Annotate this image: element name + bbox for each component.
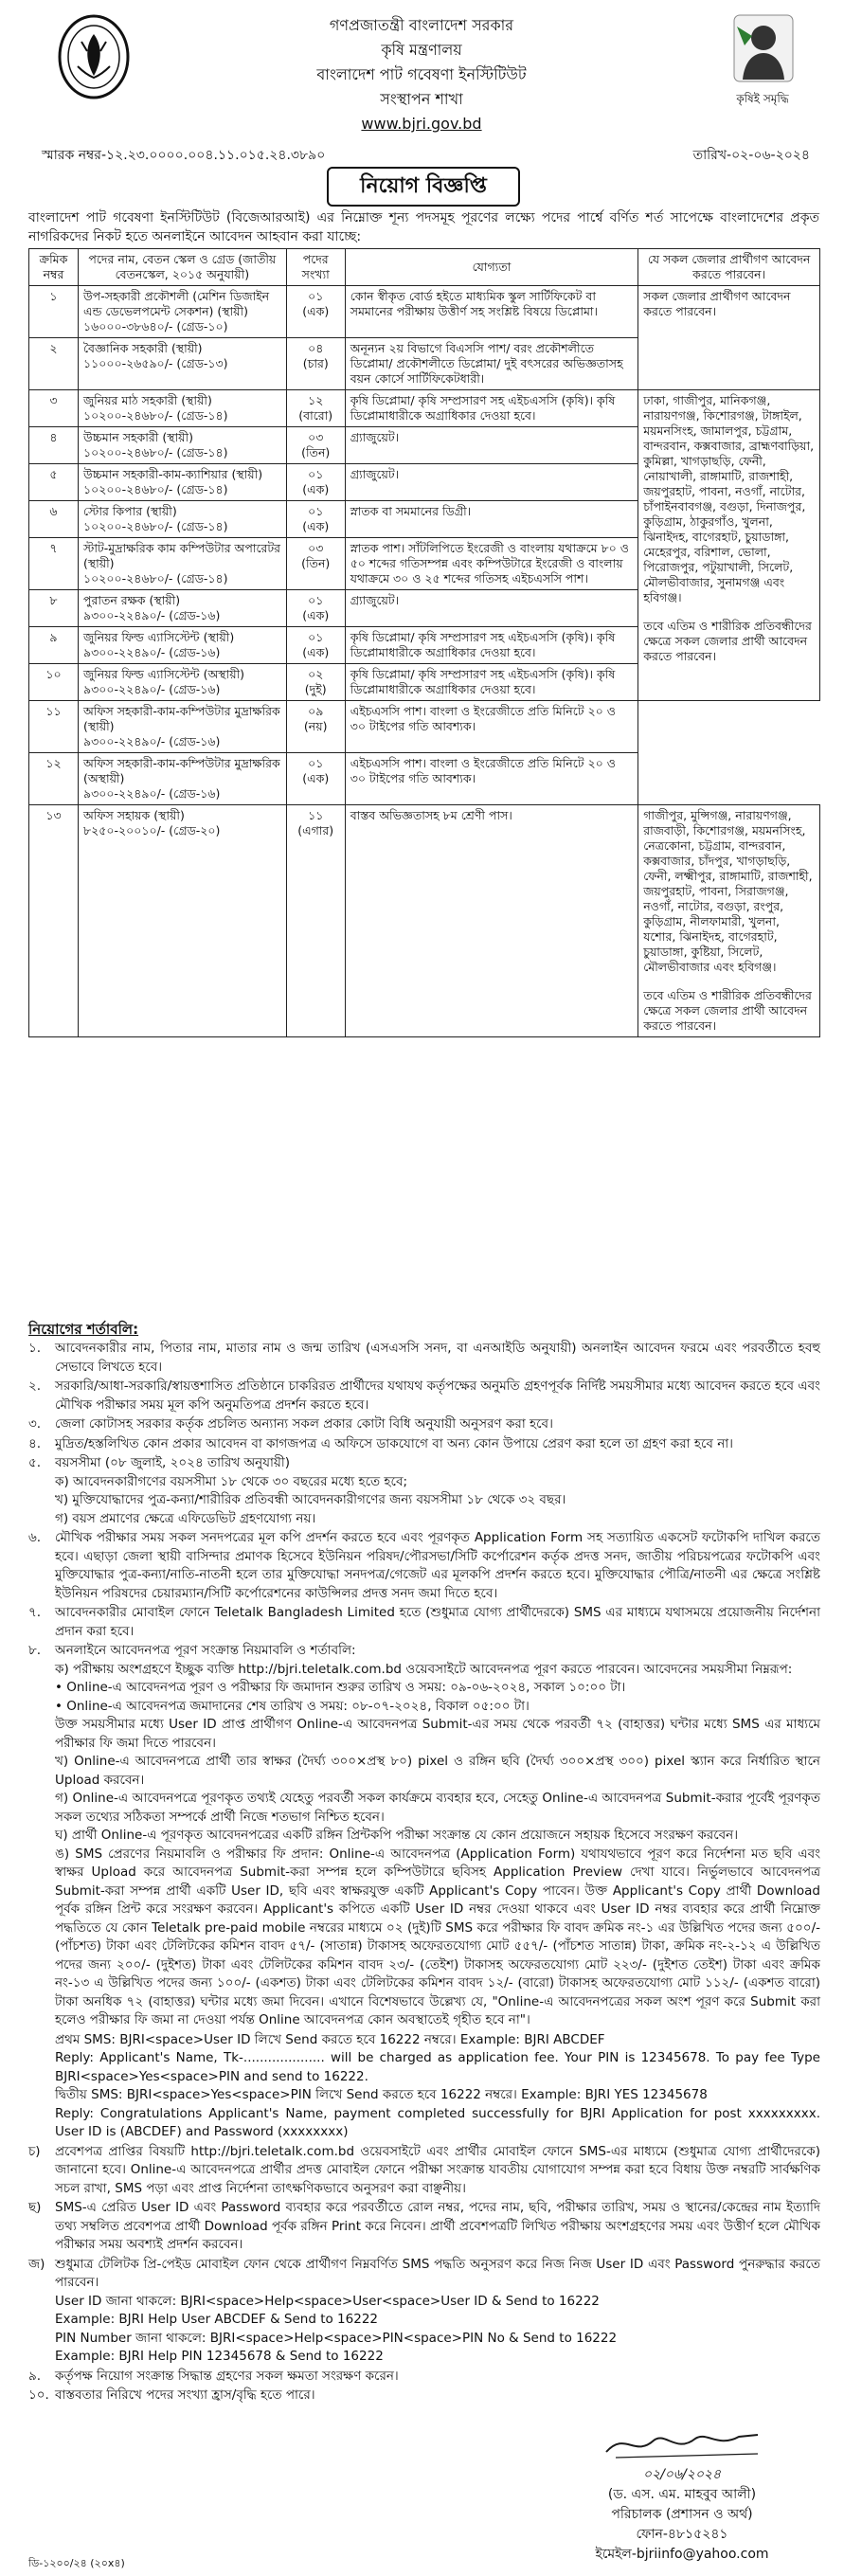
- signatory-email[interactable]: ইমেইল-bjriinfo@yahoo.com: [595, 2547, 769, 2562]
- cell-post: জুনিয়র মাঠ সহকারী (স্থায়ী) ১০২০০-২৪৬৮০/- (গ্রেড-১৪): [78, 390, 286, 427]
- cell-count: ০৩ (তিন): [286, 538, 345, 590]
- col-header-post: পদের নাম, বেতন স্কেল ও গ্রেড (জাতীয় বেতনস্কেল, ২০১৫ অনুযায়ী): [78, 249, 286, 286]
- krishi-caption: কৃষিই সমৃদ্ধি: [736, 92, 789, 105]
- condition-text: শুধুমাত্র টেলিটক প্রি-পেইড মোবাইল ফোন থেকে প্রার্থীগণ নিম্নবর্ণিত SMS পদ্ধতি অনুসরণ করে নিজ নিজ User ID এবং Password পুনরুদ্ধার করতে পারবেন। User ID জানা থাকলে: BJRI<space>Help<space>User<space>User ID & Send to 16222 Example: BJRI Help User ABCDEF & Send to 16222 PIN Number জানা থাকলে: BJRI<space>Help<space>PIN<space>PIN No & Send to 16222 Example: BJRI Help PIN 12345678 & Send to 16222: [55, 2256, 820, 2364]
- cell-post: জুনিয়র ফিল্ড এ্যাসিস্টেন্ট (অস্থায়ী) ৯৩০০-২২৪৯০/- (গ্রেড-১৬): [78, 664, 286, 701]
- signature-scribble-icon: [597, 2425, 767, 2463]
- condition-item: [28, 1604, 820, 1641]
- col-header-qualification: যোগ্যতা: [345, 249, 638, 286]
- cell-count: ০৩ (তিন): [286, 427, 345, 464]
- condition-number: ৭.: [28, 1605, 42, 1620]
- cell-serial: ৫: [29, 464, 79, 501]
- cell-post: অফিস সহকারী-কাম-কম্পিউটার মুদ্রাক্ষরিক (অস্থায়ী) ৯৩০০-২২৪৯০/- (গ্রেড-১৬): [78, 753, 286, 805]
- condition-number: ৬.: [28, 1530, 42, 1545]
- condition-item: [28, 1415, 820, 1434]
- condition-text: অনলাইনে আবেদনপত্র পূরণ সংক্রান্ত নিয়মাবলি ও শর্তাবলি: ক) পরীক্ষায় অংশগ্রহণে ইচ্ছুক ব্যক্তি http://bjri.teletalk.com.bd ওয়েবসাইটে আবেদনপত্র পূরণ করতে পারবেন। আবেদনের সময়সীমা নিম্নরূপ: • Online-এ আবেদনপত্র পূরণ ও পরীক্ষার ফি জমাদান শুরুর তারিখ ও সময়: ০৯-০৬-২০২৪, সকাল ১০:০০ টা। • Online-এ আবেদনপত্র জমাদানের শেষ তারিখ ও সময়: ০৮-০৭-২০২৪, বিকাল ০৫:০০ টা। উক্ত সময়সীমার মধ্যে User ID প্রাপ্ত প্রার্থীগণ Online-এ আবেদনপত্র Submit-এর সময় থেকে পরবর্তী ৭২ (বাহাত্তর) ঘন্টার মধ্যে SMS এর মাধ্যমে পরীক্ষার ফি জমা দিতে পারবেন। খ) Online-এ আবেদনপত্রে প্রার্থী তার স্বাক্ষর (দৈর্ঘ্য ৩০০×প্রস্থ ৮০) pixel ও রঙ্গিন ছবি (দৈর্ঘ্য ৩০০×প্রস্থ ৩০০) pixel স্ক্যান করে নির্ধারিত স্থানে Upload করবেন। গ) Online-এ আবেদনপত্রে পূরণকৃত তথ্যই যেহেতু পরবর্তী সকল কার্যক্রমে ব্যবহার হবে, সেহেতু Online-এ আবেদনপত্র Submit-করার পূর্বেই পূরণকৃত সকল তথ্যের সঠিকতা সম্পর্কে প্রার্থী নিজে শতভাগ নিশ্চিত হবেন। ঘ) প্রার্থী Online-এ পূরণকৃত আবেদনপত্রের একটি রঙ্গিন প্রিন্টকপি পরীক্ষা সংক্রান্ত যে কোন প্রয়োজনে সহায়ক হিসেবে সংরক্ষণ করবেন। ঙ) SMS প্রেরণের নিয়মাবলি ও পরীক্ষার ফি প্রদান: Online-এ আবেদনপত্র (Application Form) যথাযথভাবে পূরণ করে নির্দেশনা মত ছবি এবং স্বাক্ষর Upload করে আবেদনপত্র Submit-করা সম্পন্ন হলে কম্পিউটারে ছবিসহ Application Preview দেখা যাবে। নির্ভুলভাবে আবেদনপত্র Submit-করা সম্পন্ন প্রার্থী একটি User ID, ছবি এবং স্বাক্ষরযুক্ত একটি Applicant's Copy পাবেন। উক্ত Applicant's Copy প্রার্থী Download পূর্বক রঙ্গিন প্রিন্ট করে সংরক্ষণ করবেন। Applicant's কপিতে একটি User ID নম্বর দেওয়া থাকবে এবং User ID নম্বর ব্যবহার করে প্রার্থী নিম্নোক্ত পদ্ধতিতে যে কোন Teletalk pre-paid mobile নম্বরের মাধ্যমে ০২ (দুই)টি SMS করে পরীক্ষার ফি বাবদ ক্রমিক নং-১ এর উল্লিখিত পদের জন্য ৫০০/- (পাঁচশত) টাকা এবং টেলিটকের কমিশন বাবদ ৫৭/- (সাতান্ন) টাকাসহ অফেরতযোগ্য মোট ৫৫৭/- (পাঁচশত সাতান্ন) টাকা, ক্রমিক নং-২-১২ এ উল্লিখিত পদের জন্য ২০০/- (দুইশত) টাকা এবং টেলিটকের কমিশন বাবদ ২৩/- (তেইশ) টাকাসহ অফেরতযোগ্য মোট ২২৩/- (দুইশত তেইশ) টাকা এবং ক্রমিক নং-১৩ এ উল্লিখিত পদের জন্য ১০০/- (একশত) টাকা এবং টেলিটকের কমিশন বাবদ ১২/- (বারো) টাকাসহ অফেরতযোগ্য মোট ১১২/- (একশত বারো) টাকা অনধিক ৭২ (বাহাত্তর) ঘন্টার মধ্যে জমা দিবেন। এখানে বিশেষভাবে উল্লেখ্য যে, "Online-এ আবেদনপত্রের সকল অংশ পূরণ করে Submit করা হলেও পরীক্ষার ফি জমা না দেওয়া পর্যন্ত Online আবেদনপত্র কোন অবস্থাতেই গৃহীত হবে না"।: [55, 1643, 820, 2027]
- districts-text: সকল জেলার প্রার্থীগণ আবেদন করতে পারবেন।: [643, 289, 791, 318]
- cell-post: স্টোর কিপার (স্থায়ী) ১০২০০-২৪৬৮০/- (গ্রেড-১৪): [78, 501, 286, 538]
- districts-note: তবে এতিম ও শারীরিক প্রতিবন্ধীদের ক্ষেত্রে সকল জেলার প্রার্থী আবেদন করতে পারবেন।: [643, 619, 812, 663]
- cell-districts: [638, 390, 820, 701]
- condition-number: ৪.: [28, 1435, 42, 1451]
- cell-count: ০১ (এক): [286, 464, 345, 501]
- condition-number: ২.: [28, 1378, 42, 1394]
- cell-qualification: বাস্তব অভিজ্ঞতাসহ ৮ম শ্রেণী পাস।: [345, 805, 638, 1037]
- issue-date: তারিখ-০২-০৬-২০২৪: [692, 148, 810, 163]
- vacancy-table: [28, 248, 820, 1037]
- cell-qualification: এইচএসসি পাশ। বাংলা ও ইংরেজীতে প্রতি মিনিটে ২০ ও ৩০ টাইপের গতি আবশ্যক।: [345, 753, 638, 805]
- branch-name: সংস্থাপন শাখা: [380, 90, 463, 108]
- table-row: [29, 753, 820, 805]
- signature-block: [568, 2425, 796, 2565]
- districts-text: ঢাকা, গাজীপুর, মানিকগঞ্জ, নারায়ণগঞ্জ, কিশোরগঞ্জ, টাঙ্গাইল, ময়মনসিংহ, জামালপুর, চট্টগ্রাম, বান্দরবান, কক্সবাজার, ব্রাহ্মণবাড়িয়া, কুমিল্লা, খাগড়াছড়ি, ফেনী, নোয়াখালী, রাঙ্গামাটি, রাজশাহী, জয়পুরহাট, পাবনা, নওগাঁ, নাটোর, চাঁপাইনবাবগঞ্জ, বগুড়া, দিনাজপুর, কুড়িগ্রাম, ঠাকুরগাঁও, খুলনা, ঝিনাইদহ, বাগেরহাট, চুয়াডাঙ্গা, মেহেরপুর, বরিশাল, ভোলা, পিরোজপুর, পটুয়াখালী, সিলেট, মৌলভীবাজার, সুনামগঞ্জ এবং হবিগঞ্জ।: [643, 393, 815, 604]
- cell-qualification: স্নাতক পাশ। সাঁটলিপিতে ইংরেজী ও বাংলায় যথাক্রমে ৮০ ও ৫০ শব্দের গতিসম্পন্ন এবং কম্পিউটারে ইংরেজী ও বাংলায় যথাক্রমে ৩০ ও ২৫ শব্দের গতিসহ এইচএসসি পাশ।: [345, 538, 638, 590]
- cell-post: অফিস সহকারী-কাম-কম্পিউটার মুদ্রাক্ষরিক (স্থায়ী) ৯৩০০-২২৪৯০/- (গ্রেড-১৬): [78, 701, 286, 753]
- intro-paragraph: বাংলাদেশ পাট গবেষণা ইনস্টিটিউট (বিজেআরআই) এর নিম্নোক্ত শূন্য পদসমূহ পূরণের লক্ষ্যে পদের পার্শ্বে বর্ণিত শর্ত সাপেক্ষে বাংলাদেশের প্রকৃত নাগরিকদের নিকট হতে অনলাইনে আবেদন আহবান করা যাচ্ছে:: [28, 210, 819, 244]
- col-header-serial: ক্রমিক নম্বর: [29, 249, 79, 286]
- signatory-designation: পরিচালক (প্রশাসন ও অর্থ): [611, 2507, 753, 2522]
- table-row: [29, 286, 820, 338]
- letterhead: [237, 13, 606, 136]
- ministry-name: কৃষি মন্ত্রণালয়: [381, 41, 462, 59]
- cell-count: ০৯ (নয়): [286, 701, 345, 753]
- condition-number: [28, 2031, 55, 2142]
- condition-number: ৫.: [28, 1455, 42, 1470]
- institute-name: বাংলাদেশ পাট গবেষণা ইনস্টিটিউট: [316, 65, 527, 83]
- condition-number: চ): [28, 2143, 41, 2159]
- condition-text: SMS-এ প্রেরিত User ID এবং Password ব্যবহার করে পরবর্তীতে রোল নম্বর, পদের নাম, ছবি, পরীক্ষার তারিখ, সময় ও স্থানের/কেন্দ্রের নাম ইত্যাদি তথ্য সম্বলিত প্রবেশপত্র প্রার্থী Download পূর্বক রঙ্গিন Print করে নিবেন। প্রার্থী প্রবেশপত্রটি লিখিত পরীক্ষায় অংশগ্রহণের সময় এবং উত্তীর্ণ হলে মৌখিক পরীক্ষার সময় অবশ্যই প্রদর্শন করবেন।: [55, 2200, 820, 2252]
- table-row: [29, 701, 820, 753]
- cell-count: ০১ (এক): [286, 590, 345, 627]
- condition-item: [28, 1642, 820, 2030]
- condition-text: বয়সসীমা (০৮ জুলাই, ২০২৪ তারিখ অনুযায়ী) ক) আবেদনকারীগণের বয়সসীমা ১৮ থেকে ৩০ বছরের মধ্যে হতে হবে; খ) মুক্তিযোদ্ধাদের পুত্র-কন্যা/শারীরিক প্রতিবন্ধী আবেদনকারীগণের জন্য বয়সসীমা ১৮ থেকে ৩২ বছর। গ) বয়স প্রমাণের ক্ষেত্রে এফিডেভিট গ্রহণযোগ্য নয়।: [55, 1455, 566, 1526]
- signatory-phone: ফোন-৪৮১৫২৪১: [636, 2527, 728, 2542]
- cell-qualification: কৃষি ডিপ্লোমা/ কৃষি সম্প্রসারণ সহ এইচএসসি (কৃষি)। কৃষি ডিপ্লোমাধারীকে অগ্রাধিকার দেওয়া হবে।: [345, 627, 638, 664]
- cell-qualification: গ্র্যাজুয়েট।: [345, 590, 638, 627]
- conditions-list: [28, 1340, 820, 2406]
- condition-item: [28, 1454, 820, 1528]
- condition-item: [28, 2368, 820, 2387]
- cell-count: ০১ (এক): [286, 753, 345, 805]
- table-header-row: [29, 249, 820, 286]
- condition-item: [28, 2387, 820, 2405]
- condition-text: সরকারি/আধা-সরকারি/স্বায়ত্তশাসিত প্রতিষ্ঠানে চাকরিরত প্রার্থীদের যথাযথ কর্তৃপক্ষের অনুমতি গ্রহণপূর্বক নির্দিষ্ট সময়সীমার মধ্যে আবেদন করতে হবে এবং মৌখিক পরীক্ষার সময় মূল কপি অনুমতিপত্র প্রদর্শন করতে হবে।: [55, 1378, 820, 1413]
- districts-text: গাজীপুর, মুন্সিগঞ্জ, নারায়ণগঞ্জ, রাজবাড়ী, কিশোরগঞ্জ, ময়মনসিংহ, নেত্রকোনা, চট্টগ্রাম, বান্দরবান, কক্সবাজার, চাঁদপুর, খাগড়াছড়ি, ফেনী, লক্ষ্মীপুর, রাঙ্গামাটি, রাজশাহী, জয়পুরহাট, পাবনা, সিরাজগঞ্জ, নওগাঁ, নাটোর, বগুড়া, রংপুর, কুড়িগ্রাম, নীলফামারী, খুলনা, যশোর, ঝিনাইদহ, বাগেরহাট, চুয়াডাঙ্গা, কুষ্টিয়া, সিলেট, মৌলভীবাজার এবং হবিগঞ্জ।: [643, 808, 813, 974]
- condition-number: ১.: [28, 1341, 42, 1356]
- cell-qualification: কোন স্বীকৃত বোর্ড হইতে মাধ্যমিক স্কুল সার্টিফিকেট বা সমমানের পরীক্ষায় উত্তীর্ণ সহ সংশ্লিষ্ট বিষয়ে ডিপ্লোমা।: [345, 286, 638, 338]
- cell-serial: ১২: [29, 753, 79, 805]
- cell-qualification: গ্র্যাজুয়েট।: [345, 427, 638, 464]
- cell-serial: ১০: [29, 664, 79, 701]
- cell-districts: [638, 286, 820, 390]
- memo-number: স্মারক নম্বর-১২.২৩.০০০০.০০৪.১১.০১৫.২৪.৩৮৯০: [42, 148, 326, 163]
- condition-text: প্রথম SMS: BJRI<space>User ID লিখে Send করতে হবে 16222 নম্বরে। Example: BJRI ABCDEF Reply: Applicant's Name, Tk-.................... will be charged as application fee. Your PIN is 12345678. To pay fee Type BJRI<space>Yes<space>PIN and send to 16222. দ্বিতীয় SMS: BJRI<space>Yes<space>PIN লিখে Send করতে হবে 16222 নম্বরে। Example: BJRI YES 12345678 Reply: Congratulations Applicant's Name, payment completed successfully for BJRI Application for post xxxxxxxxx. User ID is (ABCDEF) and Password (xxxxxxxx): [55, 2031, 820, 2139]
- cell-post: পুরাতন রক্ষক (স্থায়ী) ৯৩০০-২২৪৯০/- (গ্রেড-১৬): [78, 590, 286, 627]
- cell-qualification: কৃষি ডিপ্লোমা/ কৃষি সম্প্রসারণ সহ এইচএসসি (কৃষি)। কৃষি ডিপ্লোমাধারীকে অগ্রাধিকার দেওয়া হবে।: [345, 664, 638, 701]
- cell-serial: ৬: [29, 501, 79, 538]
- cell-post: উচ্চমান সহকারী (স্থায়ী) ১০২০০-২৪৬৮০/- (গ্রেড-১৪): [78, 427, 286, 464]
- condition-text: আবেদনকারীর নাম, পিতার নাম, মাতার নাম ও জন্ম তারিখ (এসএসসি সনদ, বা এনআইডি অনুযায়ী) অনলাইন আবেদন ফরমে এবং পরবর্তীতে হবহু সেভাবে লিখতে হবে।: [55, 1341, 820, 1375]
- cell-serial: ১৩: [29, 805, 79, 1037]
- footer-code: ডি-১২০০/২৪ (২০x৪): [28, 2557, 125, 2569]
- condition-item: [28, 1340, 820, 1377]
- cell-post: উচ্চমান সহকারী-কাম-ক্যাশিয়ার (স্থায়ী) ১০২০০-২৪৬৮০/- (গ্রেড-১৪): [78, 464, 286, 501]
- condition-text: মুদ্রিত/হস্তলিখিত কোন প্রকার আবেদন বা কাগজপত্র এ অফিসে ডাকযোগে বা অন্য কোন উপায়ে প্রেরণ করা হলে তা গ্রহণ করা হবে না।: [55, 1435, 734, 1451]
- condition-item: [28, 2256, 820, 2367]
- condition-number: ছ): [28, 2200, 42, 2215]
- conditions-title: নিয়োগের শর্তাবলি:: [28, 1321, 139, 1338]
- condition-number: ৩.: [28, 1416, 42, 1432]
- cell-count: ১১ (এগার): [286, 805, 345, 1037]
- cell-qualification: অনূন্যন ২য় বিভাগে বিএসসি পাশ/ বরং প্রকৌশলীতে ডিপ্লোমা/ প্রকৌশলীতে ডিপ্লোমা/ দুই বৎসরের অভিজ্ঞতাসহ বয়ন কোর্সে সার্টিফিকেটধারী।: [345, 338, 638, 390]
- condition-number: ৯.: [28, 2368, 42, 2384]
- cell-qualification: এইচএসসি পাশ। বাংলা ও ইংরেজীতে প্রতি মিনিটে ২০ ও ৩০ টাইপের গতি আবশ্যক।: [345, 701, 638, 753]
- condition-item: [28, 1529, 820, 1603]
- cell-count: ০৪ (চার): [286, 338, 345, 390]
- condition-text: কর্তৃপক্ষ নিয়োগ সংক্রান্ত সিদ্ধান্ত গ্রহণের সকল ক্ষমতা সংরক্ষণ করেন।: [55, 2368, 399, 2384]
- cell-count: ০১ (এক): [286, 627, 345, 664]
- cell-post: জুনিয়র ফিল্ড এ্যাসিস্টেন্ট (স্থায়ী) ৯৩০০-২২৪৯০/- (গ্রেড-১৬): [78, 627, 286, 664]
- districts-note: তবে এতিম ও শারীরিক প্রতিবন্ধীদের ক্ষেত্রে সকল জেলার প্রার্থী আবেদন করতে পারবেন।: [643, 988, 812, 1033]
- cell-districts: [638, 805, 820, 1037]
- table-row: [29, 805, 820, 1037]
- cell-serial: ১: [29, 286, 79, 338]
- cell-serial: ৪: [29, 427, 79, 464]
- condition-text: বাস্তবতার নিরিখে পদের সংখ্যা হ্রাস/বৃদ্ধি হতে পারে।: [55, 2387, 315, 2403]
- website-link[interactable]: www.bjri.gov.bd: [361, 115, 482, 133]
- condition-number: ১০.: [28, 2387, 49, 2403]
- table-row: [29, 390, 820, 427]
- cell-serial: ১১: [29, 701, 79, 753]
- condition-text: মৌখিক পরীক্ষার সময় সকল সনদপত্রের মূল কপি প্রদর্শন করতে হবে এবং পূরণকৃত Application Form সহ সত্যায়িত একসেট ফটোকপি দাখিল করতে হবে। এছাড়া জেলা স্থায়ী বাসিন্দার প্রমাণক হিসেবে ইউনিয়ন পরিষদ/পৌরসভা/সিটি কর্পোরেশন কর্তৃক প্রদত্ত সনদ, জাতীয় পরিচয়পত্রের ফটোকপি এবং মুক্তিযোদ্ধার পুত্র-কন্যা/নাতি-নাতনী হলে তার মুক্তিযোদ্ধা সনদপত্র/গেজেট এর মূলকপি প্রদর্শন করতে হবে। মুক্তিযোদ্ধার পৌত্রি/নাতনী এর ক্ষেত্রে সংশ্লিষ্ট ইউনিয়ন পরিষদের চেয়ারম্যান/সিটি কর্পোরেশনের কাউন্সিলর প্রদত্ত সনদ জমা দিতে হবে।: [55, 1530, 820, 1601]
- page-title: নিয়োগ বিজ্ঞপ্তি: [327, 167, 520, 207]
- cell-count: ০১ (এক): [286, 501, 345, 538]
- col-header-districts: যে সকল জেলার প্রার্থীগণ আবেদন করতে পারবেন।: [638, 249, 820, 286]
- signatory-name: (ড. এস. এম. মাহবুব আলী): [607, 2487, 757, 2502]
- condition-text: আবেদনকারীর মোবাইল ফোনে Teletalk Bangladesh Limited হতে (শুধুমাত্র যোগ্য প্রার্থীদেরকে) SMS এর মাধ্যমে যথাসময়ে প্রয়োজনীয় নির্দেশনা প্রদান করা হবে।: [55, 1605, 820, 1639]
- cell-post: বৈজ্ঞানিক সহকারী (স্থায়ী) ১১০০০-২৬৫৯০/- (গ্রেড-১৩): [78, 338, 286, 390]
- cell-qualification: স্নাতক বা সমমানের ডিগ্রী।: [345, 501, 638, 538]
- cell-qualification: কৃষি ডিপ্লোমা/ কৃষি সম্প্রসারণ সহ এইচএসসি (কৃষি)। কৃষি ডিপ্লোমাধারীকে অগ্রাধিকার দেওয়া হবে।: [345, 390, 638, 427]
- cell-serial: ৭: [29, 538, 79, 590]
- cell-count: ০১ (এক): [286, 286, 345, 338]
- cell-serial: ৩: [29, 390, 79, 427]
- condition-item: [28, 2199, 820, 2255]
- vacancy-table-body: [29, 286, 820, 1037]
- bjri-logo-icon: [57, 13, 131, 100]
- cell-qualification: গ্র্যাজুয়েট।: [345, 464, 638, 501]
- cell-serial: ২: [29, 338, 79, 390]
- signature-date: ০২/০৬/২০২৪: [642, 2467, 722, 2482]
- condition-item: [28, 2031, 820, 2142]
- condition-text: জেলা কোটাসহ সরকার কর্তৃক প্রচলিত অন্যান্য সকল প্রকার কোটা বিধি অনুযায়ী অনুসরণ করা হবে।: [55, 1416, 553, 1432]
- condition-item: [28, 1435, 820, 1454]
- cell-post: অফিস সহায়ক (স্থায়ী) ৮২৫০-২০০১০/- (গ্রেড-২০): [78, 805, 286, 1037]
- cell-count: ০২ (দুই): [286, 664, 345, 701]
- cell-serial: ৮: [29, 590, 79, 627]
- krishi-portrait-logo-icon: [710, 8, 815, 112]
- cell-serial: ৯: [29, 627, 79, 664]
- cell-post: স্টাট-মুদ্রাক্ষরিক কাম কম্পিউটার অপারেটর (স্থায়ী) ১০২০০-২৪৬৮০/- (গ্রেড-১৪): [78, 538, 286, 590]
- condition-item: [28, 1378, 820, 1414]
- condition-number: ৮.: [28, 1643, 42, 1658]
- condition-number: জ): [28, 2256, 45, 2272]
- cell-post: উপ-সহকারী প্রকৌশলী (মেশিন ডিজাইন এন্ড ডেভেলপমেন্ট সেকশন) (স্থায়ী) ১৬০০০-৩৮৬৪০/- (গ্রেড-১০): [78, 286, 286, 338]
- col-header-count: পদের সংখ্যা: [286, 249, 345, 286]
- govt-name: গণপ্রজাতন্ত্রী বাংলাদেশ সরকার: [329, 16, 514, 34]
- cell-count: ১২ (বারো): [286, 390, 345, 427]
- condition-text: প্রবেশপত্র প্রাপ্তির বিষয়টি http://bjri.teletalk.com.bd ওয়েবসাইটে এবং প্রার্থীর মোবাইল ফোনে SMS-এর মাধ্যমে (শুধুমাত্র যোগ্য প্রার্থীদেরকে) জানানো হবে। Online-এ আবেদনপত্রে প্রার্থীর প্রদত্ত মোবাইল ফোনে পরীক্ষা সংক্রান্ত যাবতীয় যোগাযোগ সম্পন্ন করা হবে বিধায় উক্ত নম্বরটি সার্বক্ষণিক সচল রাখা, SMS পড়া এবং প্রাপ্ত নির্দেশনা তাৎক্ষণিকভাবে অনুসরণ করা বাঞ্ছনীয়।: [55, 2143, 820, 2196]
- condition-item: [28, 2143, 820, 2199]
